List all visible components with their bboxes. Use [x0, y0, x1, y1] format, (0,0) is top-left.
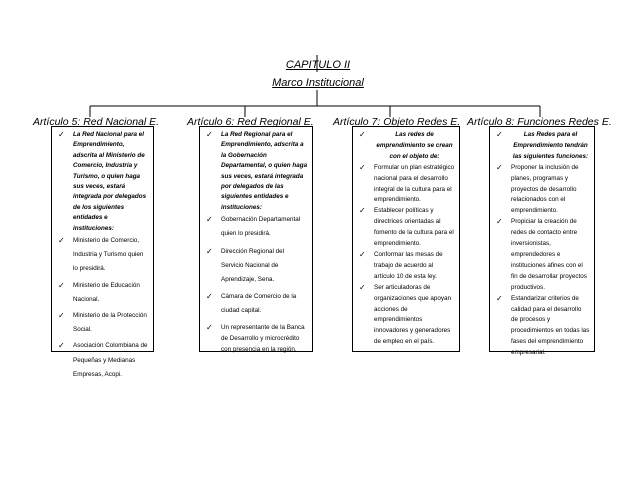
- col2-title: Artículo 6: Red Regional E.: [187, 116, 314, 128]
- check-icon: ✓: [496, 130, 503, 139]
- article7-lead: ✓ Las redes de emprendimiento se crean con el objeto de:: [359, 130, 453, 160]
- check-icon: ✓: [206, 292, 213, 302]
- check-icon: ✓: [206, 130, 213, 139]
- check-icon: ✓: [58, 236, 65, 246]
- check-icon: ✓: [58, 280, 65, 290]
- col4-title: Artículo 8: Funciones Redes E.: [467, 116, 612, 128]
- article6-item: ✓ Un representante de la Banca de Desarrollo y microcrédito con presencia en la región.: [206, 322, 305, 354]
- chapter-subtitle: Marco Institucional: [272, 77, 364, 89]
- chapter-title: CAPITULO II: [285, 59, 351, 71]
- check-icon: ✓: [359, 130, 366, 139]
- article5-lead: ✓ La Red Nacional para el Emprendimiento, adscrita al Ministerio de Comercio, Industria y Turismo, o quien haga sus veces, estará integrada por delegados de los siguientes entidades e instituciones:: [58, 130, 147, 232]
- article8-item: ✓ Propiciar la creación de redes de contacto entre inversionistas, emprendedores e instituciones afines con el fin de desarrollar proyectos productivos.: [496, 217, 587, 291]
- article8-item: ✓ Estandarizar criterios de calidad para el desarrollo de procesos y procedimientos en todas las fases del emprendimiento empresarial.: [496, 293, 590, 357]
- article5-item: ✓ Ministerio de Comercio, Industria y Turismo quien lo presidirá.: [58, 236, 144, 273]
- article5-box: [51, 126, 154, 378]
- col1-title: Artículo 5: Red Nacional E.: [33, 116, 160, 128]
- check-icon: ✓: [359, 282, 366, 292]
- check-icon: ✓: [206, 322, 213, 332]
- article6-lead: ✓ La Red Regional para el Emprendimiento, adscrita a la Gobernación Departamental, o quien haga sus veces, estará integrada por delegados de las siguientes entidades e instituciones:: [206, 130, 308, 211]
- article5-item: ✓ Ministerio de Educación Nacional.: [58, 280, 140, 303]
- check-icon: ✓: [496, 293, 503, 303]
- col3-title: Artículo 7: Objeto Redes E.: [333, 116, 461, 128]
- check-icon: ✓: [58, 341, 65, 351]
- article6-box: [199, 126, 313, 352]
- check-icon: ✓: [206, 246, 213, 256]
- check-icon: ✓: [359, 162, 366, 172]
- check-icon: ✓: [359, 206, 366, 216]
- article8-box: [489, 126, 595, 357]
- check-icon: ✓: [496, 217, 503, 227]
- article6-item: ✓ Dirección Regional del Servicio Nacional de Aprendizaje, Sena.: [206, 246, 285, 284]
- article7-item: ✓ Formular un plan estratégico nacional para el desarrollo integral de la cultura para el emprendimiento.: [359, 162, 455, 204]
- article5-item: ✓ Ministerio de la Protección Social.: [58, 311, 147, 334]
- check-icon: ✓: [359, 249, 366, 259]
- article8-lead: ✓ Las Redes para el Emprendimiento tendrán las siguientes funciones:: [496, 130, 589, 160]
- article7-box: [352, 126, 460, 352]
- check-icon: ✓: [58, 311, 65, 321]
- article7-item: ✓ Ser articuladoras de organizaciones que apoyan acciones de emprendimientos innovadores y generadores de empleo en el país.: [359, 282, 452, 346]
- article8-item: ✓ Proponer la inclusión de planes, programas y proyectos de desarrollo relacionados con el emprendimiento.: [496, 162, 579, 215]
- article7-item: ✓ Establecer políticas y directrices orientadas al fomento de la cultura para el emprendimiento.: [359, 206, 454, 248]
- article5-item: ✓ Asociación Colombiana de Pequeñas y Medianas Empresas, Acopi.: [58, 341, 148, 378]
- check-icon: ✓: [496, 162, 503, 172]
- check-icon: ✓: [206, 215, 213, 225]
- article6-item: ✓ Gobernación Departamental quien lo presidirá.: [206, 215, 301, 238]
- article7-item: ✓ Conformar las mesas de trabajo de acuerdo al artículo 10 de esta ley.: [359, 249, 443, 280]
- check-icon: ✓: [58, 130, 65, 139]
- article6-item: ✓ Cámara de Comercio de la ciudad capital.: [206, 292, 297, 315]
